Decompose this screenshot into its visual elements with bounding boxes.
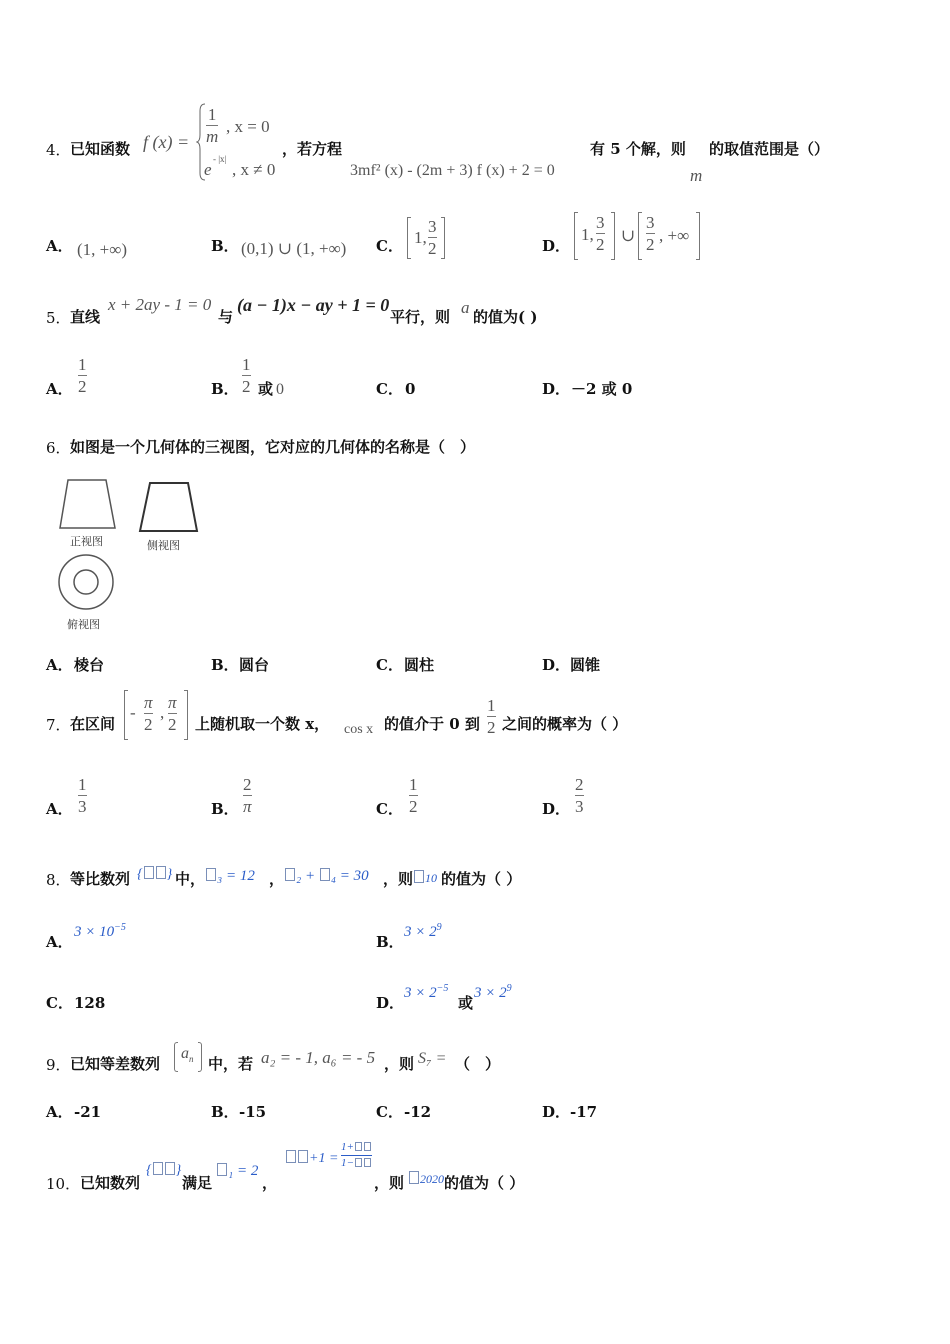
q10-recurrence-lhs: +1 = (285, 1150, 338, 1166)
q7-interval-left-frac: π 2 (144, 693, 153, 734)
q9-text2: 中，若 (208, 1055, 254, 1073)
q9-option-d-label: D． (542, 1103, 571, 1121)
q8-option-c: 128 (74, 994, 106, 1012)
q8-number: 8． (46, 871, 71, 889)
q4-option-c-pre: 1, (414, 228, 427, 247)
q10-a1: ₁ = 2 (216, 1163, 258, 1179)
q4-case1-cond: , x = 0 (226, 117, 270, 136)
q10-a2020: 2020 (408, 1171, 444, 1185)
q8-a2-plus-a4: ₂ + ₄ = 30 (284, 868, 369, 884)
q6-three-views-figure (56, 478, 202, 638)
q8-option-b: $3 \times 2^9$ (404, 922, 442, 940)
q5-eq2: (a − 1)x − ay + 1 = 0 (237, 295, 390, 315)
q7-text3: 的值介于 0 到 (384, 715, 480, 733)
q5-number: 5． (46, 309, 71, 327)
q10-text3: ，则 (374, 1174, 405, 1192)
q5-text4: 的值为( ) (473, 308, 538, 326)
q4-equation: 3mf² (x) - (2m + 3) f (x) + 2 = 0 (350, 162, 555, 179)
q7-number: 7． (46, 716, 71, 734)
q8-option-c-label: C． (46, 994, 73, 1012)
q9-text1: 已知等差数列 (70, 1055, 161, 1073)
q4-text2: ，若方程 (282, 140, 343, 158)
q4-option-b: (0,1) ∪ (1, +∞) (241, 239, 347, 258)
q7-option-d-label: D． (542, 800, 571, 818)
q10-sequence-an: { } (146, 1163, 182, 1178)
q10-text1: 已知数列 (80, 1174, 141, 1192)
q10-text2: 满足 (182, 1174, 213, 1192)
q6-option-b-label: B． (211, 656, 239, 674)
q5-text2: 与 (218, 308, 234, 326)
q7-option-a-label: A． (46, 800, 73, 818)
q4-option-b-label: B． (211, 237, 239, 255)
q4-option-d-union: ∪ (621, 226, 636, 245)
q6-option-a: 棱台 (74, 656, 105, 674)
q7-option-b-label: B． (211, 800, 239, 818)
q9-option-c: -12 (404, 1103, 432, 1121)
q8-option-a: $3 \times 10^{-5}$ (74, 922, 126, 940)
q6-text: 如图是一个几何体的三视图，它对应的几何体的名称是（ ） (70, 438, 476, 456)
q8-text3: ，则 (383, 870, 414, 888)
q4-option-d-frac2: 3 2 (646, 213, 655, 254)
q4-option-a-label: A． (46, 237, 73, 255)
q8-option-d-2: $3 \times 2^9$ (474, 983, 512, 1001)
q6-option-d-label: D． (542, 656, 571, 674)
q9-option-b: -15 (239, 1103, 267, 1121)
q5-option-d: －2 或 0 (571, 380, 633, 398)
q4-option-d-label: D． (542, 237, 571, 255)
q4-option-c-label: C． (376, 237, 403, 255)
q6-front-view-label: 正视图 (70, 535, 103, 548)
q4-case2-cond: , x ≠ 0 (232, 160, 276, 179)
q4-fx: f (x) = (143, 132, 190, 152)
q7-option-b-frac: 2 π (243, 775, 252, 816)
q9-option-a: -21 (74, 1103, 102, 1121)
q8-text1: 等比数列 (70, 870, 131, 888)
q8-a10: 10 (413, 870, 437, 884)
q8-sequence-an: { } (137, 867, 173, 882)
q10-number: 10． (46, 1175, 81, 1193)
q5-text3: 平行，则 (390, 308, 451, 326)
q9-option-a-label: A． (46, 1103, 73, 1121)
q4-number: 4． (46, 141, 71, 159)
q6-side-view-label: 侧视图 (147, 539, 180, 552)
side-view (140, 483, 197, 531)
q8-option-d-label: D． (376, 994, 405, 1012)
q4-option-d-post: , +∞ (659, 226, 690, 245)
q7-half-frac: 1 2 (487, 696, 496, 737)
q4-case1-frac: 1 m (206, 105, 219, 146)
q4-case2: e (204, 160, 212, 179)
q7-interval-right-frac: π 2 (168, 693, 177, 734)
q7-option-c-frac: 1 2 (409, 775, 418, 816)
front-view (60, 480, 115, 528)
q9-number: 9． (46, 1056, 71, 1074)
q4-option-d-pre: 1, (581, 225, 594, 244)
q5-option-a-frac: 1 2 (78, 355, 87, 396)
q8-option-b-label: B． (376, 933, 404, 951)
q6-option-b: 圆台 (239, 656, 270, 674)
q9-option-b-label: B． (211, 1103, 239, 1121)
q8-text4: 的值为（ ） (441, 870, 522, 888)
q9-option-c-label: C． (376, 1103, 403, 1121)
q9-condition: a₂ = - 1, a₆ = - 5 (261, 1048, 376, 1067)
q10-text4: 的值为（ ） (444, 1174, 525, 1192)
q7-text4: 之间的概率为（ ） (502, 715, 628, 733)
q7-minus: - (130, 703, 136, 722)
q9-text4: （ ） (455, 1055, 501, 1073)
q10-recurrence-frac: 1+ 1− (341, 1142, 372, 1169)
q6-top-view-label: 俯视图 (67, 618, 100, 631)
q5-option-c: 0 (405, 380, 416, 398)
q6-option-c: 圆柱 (404, 656, 435, 674)
q9-an: $a_n$ (181, 1045, 194, 1065)
q4-m: m (690, 166, 703, 185)
q8-text2: 中， (175, 870, 206, 888)
q4-option-a: (1, +∞) (77, 240, 128, 259)
q5-option-a-label: A． (46, 380, 73, 398)
q4-text4: 的取值范围是（） (709, 140, 830, 158)
q5-a: a (461, 298, 470, 317)
q7-text2: 上随机取一个数 x， (195, 715, 330, 733)
q4-option-d-frac1: 3 2 (596, 213, 605, 254)
q4-text: 已知函数 (70, 140, 131, 158)
q5-option-d-label: D． (542, 380, 571, 398)
q4-text3: 有 5 个解，则 (590, 140, 686, 158)
q5-option-c-label: C． (376, 380, 403, 398)
q7-cosx: cos x (344, 722, 374, 737)
q8-option-a-label: A． (46, 933, 73, 951)
q5-option-b-label: B． (211, 380, 239, 398)
q6-option-c-label: C． (376, 656, 403, 674)
q6-option-d: 圆锥 (570, 656, 601, 674)
top-view (59, 555, 113, 609)
q5-option-b-or: 或 (258, 380, 274, 398)
q5-text1: 直线 (70, 308, 101, 326)
q8-option-d-1: $3 \times 2^{-5}$ (404, 983, 449, 1001)
q6-number: 6． (46, 439, 71, 457)
q8-a3: ₃ = 12 (205, 868, 255, 884)
q4-case2-exp: - |x| (213, 154, 227, 164)
q9-s7: S₇ = (418, 1050, 447, 1067)
q9-text3: ，则 (384, 1055, 415, 1073)
q5-eq1: x + 2ay - 1 = 0 (108, 295, 212, 314)
q6-option-a-label: A． (46, 656, 73, 674)
q8-option-d-or: 或 (458, 994, 474, 1012)
q7-option-d-frac: 2 3 (575, 775, 584, 816)
q7-option-c-label: C． (376, 800, 403, 818)
q9-option-d: -17 (570, 1103, 598, 1121)
q7-option-a-frac: 1 3 (78, 775, 87, 816)
q5-option-b-frac: 1 2 (242, 355, 251, 396)
q5-option-b-zero: 0 (276, 381, 284, 398)
q7-text1: 在区间 (70, 715, 116, 733)
q4-option-c-frac: 3 2 (428, 217, 437, 258)
